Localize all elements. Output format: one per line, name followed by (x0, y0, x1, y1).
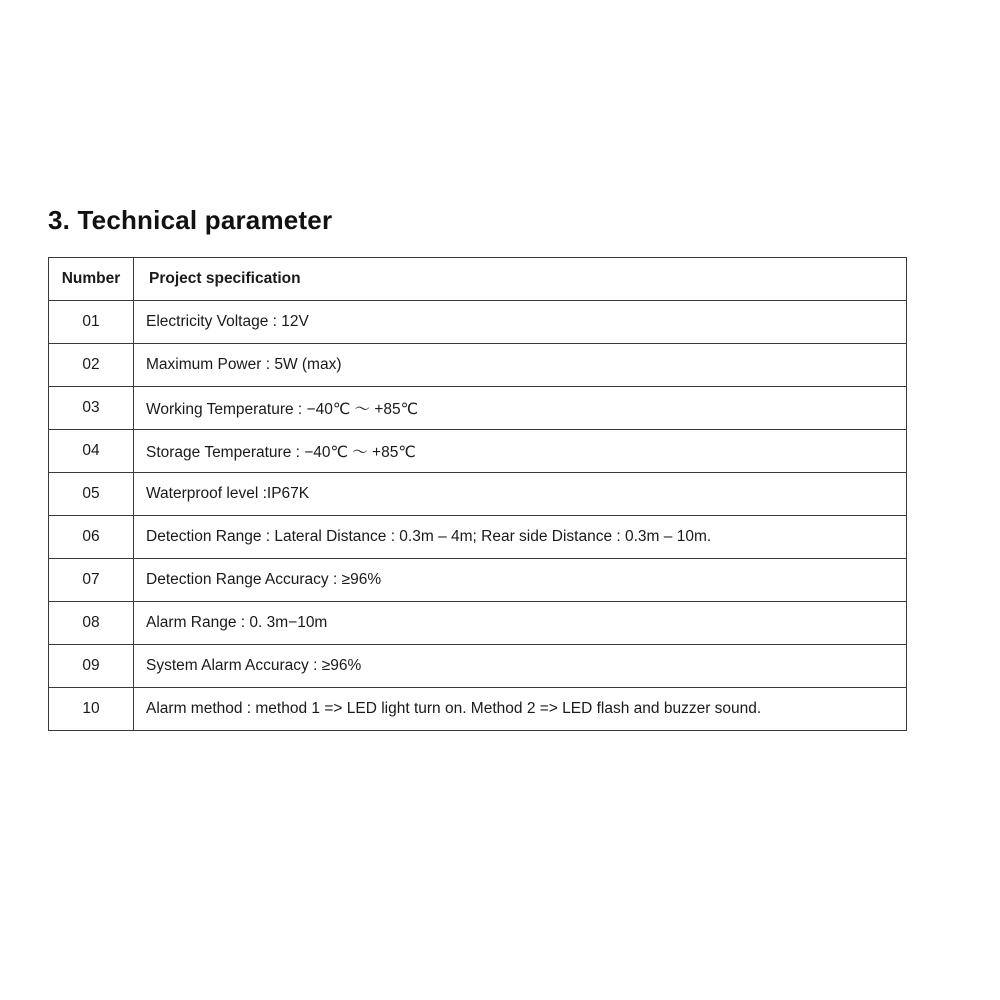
table-row (49, 559, 907, 602)
header-number: Number (49, 258, 134, 301)
row-number: 01 (49, 301, 134, 344)
table-body (49, 301, 907, 731)
header-project-specification: Project specification (134, 258, 907, 301)
row-number: 09 (49, 645, 134, 688)
row-specification: System Alarm Accuracy : ≥96% (134, 645, 907, 688)
row-specification: Detection Range Accuracy : ≥96% (134, 559, 907, 602)
table-row (49, 645, 907, 688)
technical-parameter-table (48, 257, 907, 731)
row-specification: Working Temperature : −40℃ ～ +85℃ (134, 387, 907, 430)
table-row (49, 602, 907, 645)
row-specification: Maximum Power : 5W (max) (134, 344, 907, 387)
table-row (49, 301, 907, 344)
section-title: 3. Technical parameter (48, 205, 333, 235)
row-number: 10 (49, 688, 134, 731)
row-number: 07 (49, 559, 134, 602)
row-specification: Storage Temperature : −40℃ ～ +85℃ (134, 430, 907, 473)
header-row (49, 258, 907, 301)
table-row (49, 430, 907, 473)
row-number: 05 (49, 473, 134, 516)
table-row (49, 387, 907, 430)
row-number: 06 (49, 516, 134, 559)
table-row (49, 516, 907, 559)
row-specification: Alarm method : method 1 => LED light turn on. Method 2 => LED flash and buzzer sound. (134, 688, 907, 731)
row-specification: Detection Range : Lateral Distance : 0.3m – 4m; Rear side Distance : 0.3m – 10m. (134, 516, 907, 559)
row-specification: Alarm Range : 0. 3m−10m (134, 602, 907, 645)
table-row (49, 344, 907, 387)
row-specification: Electricity Voltage : 12V (134, 301, 907, 344)
row-number: 02 (49, 344, 134, 387)
table-header (49, 258, 907, 301)
row-number: 04 (49, 430, 134, 473)
row-number: 08 (49, 602, 134, 645)
table-row (49, 688, 907, 731)
row-number: 03 (49, 387, 134, 430)
row-specification: Waterproof level :IP67K (134, 473, 907, 516)
table-row (49, 473, 907, 516)
